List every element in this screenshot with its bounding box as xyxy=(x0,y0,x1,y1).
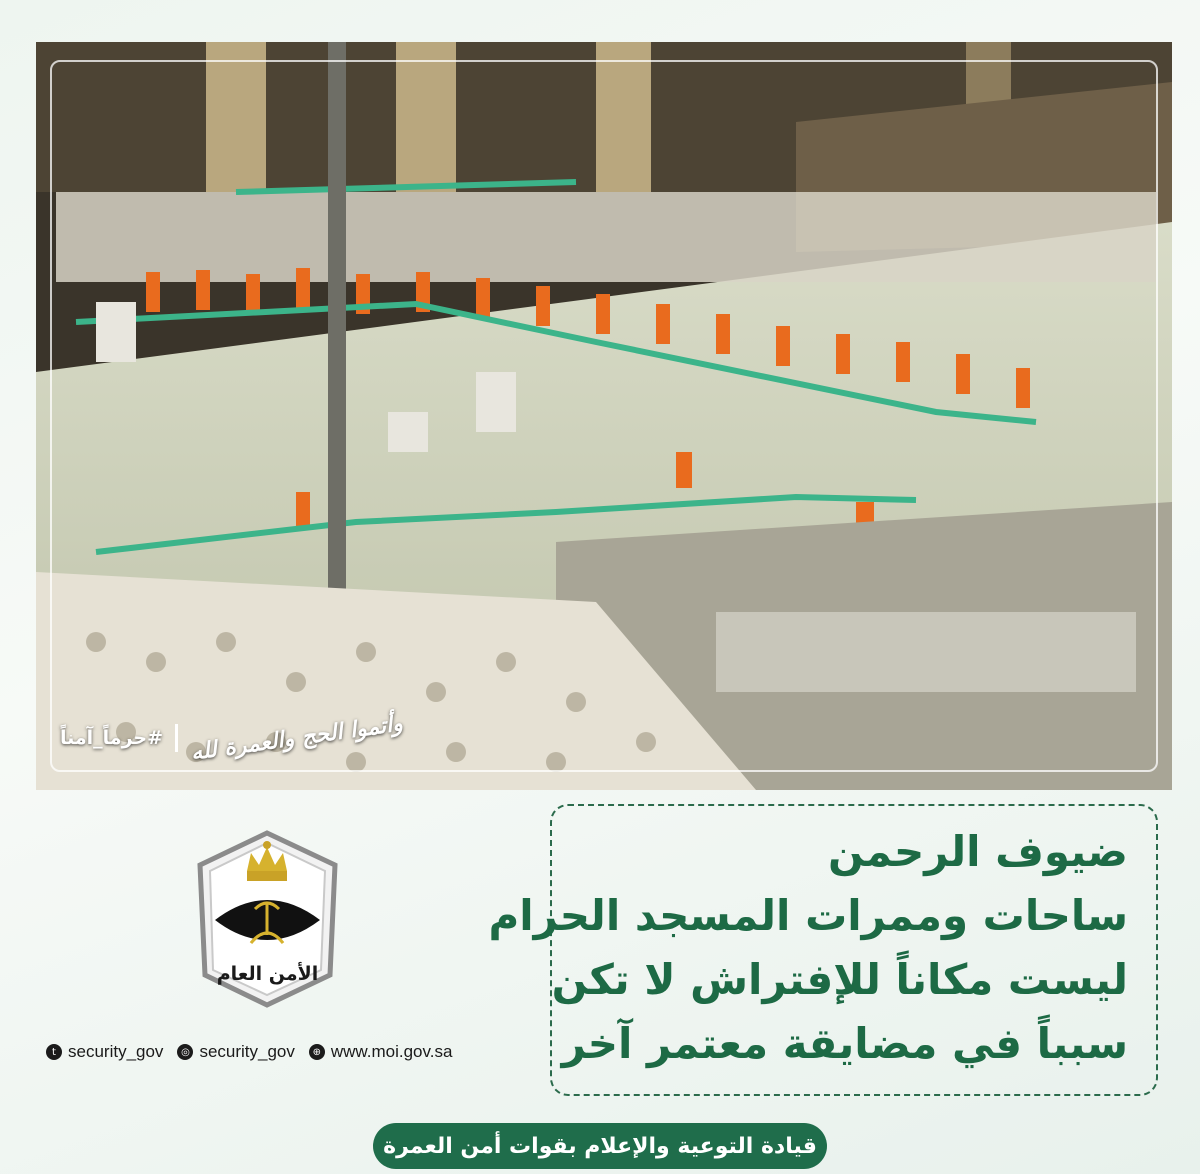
public-security-logo xyxy=(185,825,350,1010)
twitter-handle: security_gov xyxy=(68,1042,164,1061)
instagram-icon: ◎ xyxy=(177,1044,193,1060)
website-link[interactable] xyxy=(309,1042,453,1062)
headline-box xyxy=(488,804,1158,1096)
footer-label: قيادة التوعية والإعلام بقوات أمن العمرة xyxy=(383,1133,817,1159)
headline-line-3: ليست مكاناً للإفتراش لا تكن xyxy=(551,955,1128,1004)
globe-icon: ⊕ xyxy=(309,1044,325,1060)
headline-line-1: ضيوف الرحمن xyxy=(828,827,1128,876)
mosque-photo xyxy=(36,42,1172,790)
headline-line-4: سبباً في مضايقة معتمر آخر xyxy=(561,1019,1128,1068)
logo-label: الأمن العام xyxy=(216,963,319,985)
twitter-icon: t xyxy=(46,1044,62,1060)
twitter-link[interactable] xyxy=(46,1042,163,1062)
social-links xyxy=(46,1042,452,1062)
photo-overlay xyxy=(60,708,403,768)
footer-banner xyxy=(373,1123,827,1169)
overlay-divider xyxy=(175,724,178,752)
instagram-handle: security_gov xyxy=(199,1042,295,1061)
headline-line-2: ساحات وممرات المسجد الحرام xyxy=(488,891,1128,940)
photo-illustration xyxy=(36,42,1172,790)
calligraphy-logo: وأتموا الحج والعمرة لله xyxy=(189,710,405,766)
instagram-link[interactable] xyxy=(177,1042,294,1062)
website-url: www.moi.gov.sa xyxy=(330,1042,453,1061)
hashtag-label: #حرماً_آمناً xyxy=(60,727,163,749)
